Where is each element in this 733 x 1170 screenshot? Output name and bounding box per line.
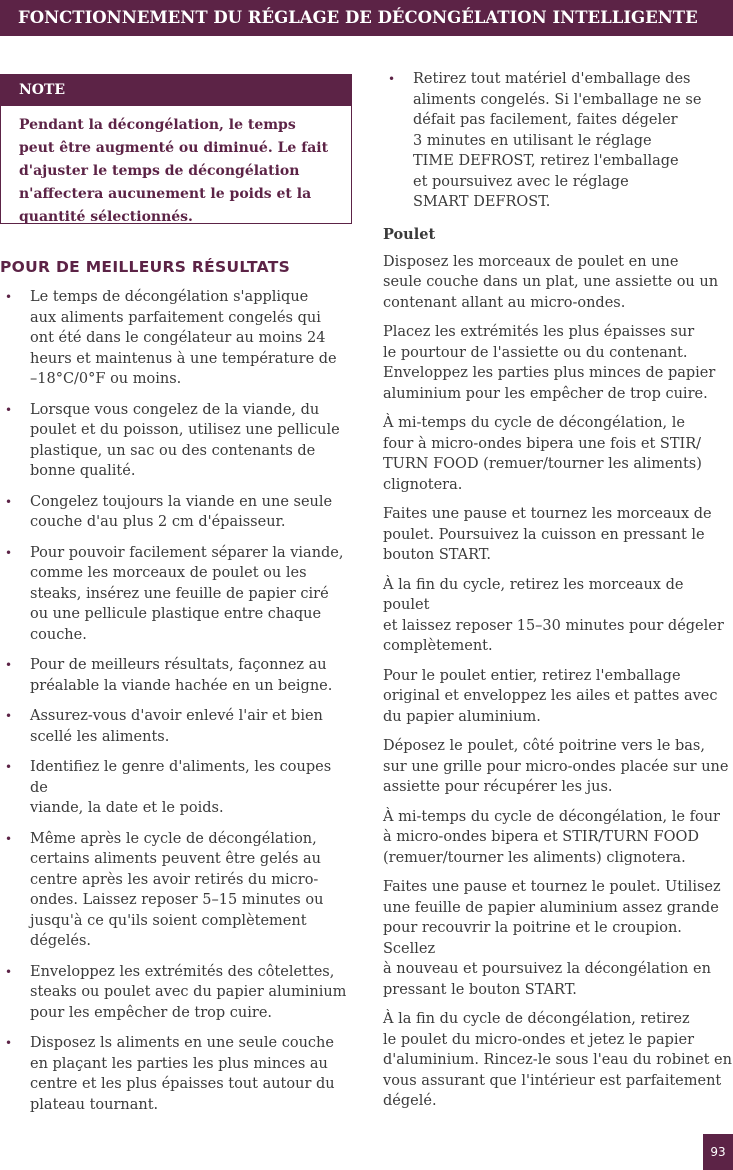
paragraph <box>383 252 733 314</box>
paragraph-line: Déposez le poulet, côté poitrine vers le bas, <box>383 738 705 754</box>
results-title: POUR DE MEILLEURS RÉSULTATS <box>0 258 291 276</box>
list-item-line: Enveloppez les extrémités des côtelettes, <box>30 963 335 980</box>
list-item-line: Congelez toujours la viande en une seule <box>30 493 333 510</box>
paragraph-line: pour recouvrir la poitrine et le croupion. Scellez <box>383 920 682 957</box>
list-item-line: couche. <box>30 626 87 643</box>
list-item <box>0 706 352 747</box>
page-title: FONCTIONNEMENT DU RÉGLAGE DE DÉCONGÉLATION INTELLIGENTE <box>18 8 698 27</box>
list-item-text <box>413 71 701 210</box>
list-item-line: centre après les avoir retirés du micro- <box>30 871 319 888</box>
list-item-text <box>30 831 323 950</box>
list-item-line: SMART DEFROST. <box>413 194 551 210</box>
list-item-line: Identifiez le genre d'aliments, les coupes de <box>30 759 332 796</box>
list-item-line: bonne qualité. <box>30 463 136 479</box>
paragraph-line: Faites une pause et tournez le poulet. Utilisez <box>383 879 721 895</box>
paragraph-line: Enveloppez les parties plus minces de papier <box>383 365 716 381</box>
list-item <box>0 287 352 390</box>
paragraph-line: une feuille de papier aluminium assez grande <box>383 899 719 916</box>
list-item <box>0 962 352 1024</box>
note-line: peut être augmenté ou diminué. Le fait <box>19 140 329 156</box>
paragraph <box>383 666 733 728</box>
paragraph-line: dégelé. <box>383 1093 437 1109</box>
paragraph-line: à nouveau et poursuivez la décongélation en <box>383 961 711 977</box>
list-item-line: couche d'au plus 2 cm d'épaisseur. <box>30 514 286 530</box>
list-item-line: préalable la viande hachée en un beigne. <box>30 677 333 694</box>
list-item-line: jusqu'à ce qu'ils soient complètement <box>30 912 307 929</box>
list-item-line: 3 minutes en utilisant le réglage <box>413 132 652 149</box>
note-text <box>1 106 351 229</box>
list-item-line: et poursuivez avec le réglage <box>413 173 629 190</box>
list-item-line: dégelés. <box>30 933 91 949</box>
list-item-line: plateau tournant. <box>30 1096 159 1113</box>
note-line: quantité sélectionnés. <box>19 209 193 225</box>
paragraph-line: complètement. <box>383 638 493 654</box>
list-item-line: ou une pellicule plastique entre chaque <box>30 606 322 622</box>
list-item-line: aliments congelés. Si l'emballage ne se <box>413 91 702 108</box>
list-item <box>0 1033 352 1115</box>
list-item-text <box>30 494 332 531</box>
list-item-line: steaks ou poulet avec du papier aluminium <box>30 984 347 1000</box>
paragraph-line: Disposez les morceaux de poulet en une <box>383 253 679 270</box>
paragraph-line: et laissez reposer 15–30 minutes pour dégeler <box>383 617 724 634</box>
list-item-line: défait pas facilement, faites dégeler <box>413 112 678 128</box>
paragraph-line: d'aluminium. Rincez-le sous l'eau du robinet en <box>383 1052 732 1068</box>
paragraph-line: clignotera. <box>383 476 463 493</box>
list-item-text <box>30 1035 335 1113</box>
list-item <box>0 757 352 819</box>
poulet-paragraphs <box>383 252 733 1112</box>
list-item-text <box>30 708 323 745</box>
list-item <box>0 492 352 533</box>
list-item-line: Lorsque vous congelez de la viande, du <box>30 401 320 418</box>
bullet-icon: • <box>5 658 13 672</box>
list-item-text <box>30 545 344 643</box>
paragraph-line: (remuer/tourner les aliments) clignotera. <box>383 849 686 866</box>
list-item-line: scellé les aliments. <box>30 728 170 745</box>
bullet-icon: • <box>5 1036 13 1050</box>
paragraph-line: À mi-temps du cycle de décongélation, le four <box>383 808 720 825</box>
bullet-icon: • <box>5 709 13 723</box>
paragraph <box>383 736 733 798</box>
list-item-line: certains aliments peuvent être gelés au <box>30 851 321 867</box>
list-item-line: Le temps de décongélation s'applique <box>30 289 309 305</box>
paragraph <box>383 1009 733 1112</box>
paragraph-line: du papier aluminium. <box>383 708 541 725</box>
paragraph <box>383 322 733 404</box>
bullet-icon: • <box>5 545 13 560</box>
bullet-icon: • <box>5 831 13 846</box>
right-column <box>383 69 733 1121</box>
bullet-icon: • <box>388 72 396 86</box>
paragraph-line: Faites une pause et tournez les morceaux de <box>383 506 712 522</box>
list-item-line: aux aliments parfaitement congelés qui <box>30 309 321 326</box>
note-line: Pendant la décongélation, le temps <box>19 117 296 133</box>
results-list <box>0 287 352 1115</box>
page-header-banner <box>0 0 733 36</box>
list-item-line: –18°C/0°F ou moins. <box>30 371 182 387</box>
list-item-line: comme les morceaux de poulet ou les <box>30 565 307 581</box>
list-item-line: centre et les plus épaisses tout autour du <box>30 1076 335 1092</box>
paragraph-line: Pour le poulet entier, retirez l'emballage <box>383 667 681 684</box>
list-item-line: pour les empêcher de trop cuire. <box>30 1004 273 1021</box>
paragraph <box>383 504 733 566</box>
paragraph-line: à micro-ondes bipera et STIR/TURN FOOD <box>383 829 699 845</box>
paragraph-line: Placez les extrémités les plus épaisses sur <box>383 324 695 340</box>
paragraph-line: original et enveloppez les ailes et pattes avec <box>383 688 718 704</box>
paragraph-line: vous assurant que l'intérieur est parfaitement <box>383 1072 722 1089</box>
list-item-line: Disposez ls aliments en une seule couche <box>30 1035 334 1051</box>
list-item-line: Retirez tout matériel d'emballage des <box>413 71 691 87</box>
paragraph-line: four à micro-ondes bipera une fois et STIR/ <box>383 435 702 452</box>
paragraph <box>383 575 733 657</box>
list-item-text <box>30 657 332 694</box>
list-item-text <box>30 402 340 480</box>
note-box <box>0 74 352 224</box>
list-item <box>0 829 352 952</box>
list-item <box>0 400 352 482</box>
paragraph-line: le poulet du micro-ondes et jetez le papier <box>383 1031 695 1048</box>
paragraph-line: le pourtour de l'assiette ou du contenant. <box>383 344 688 361</box>
list-item-line: ont été dans le congélateur au moins 24 <box>30 330 326 346</box>
paragraph-line: TURN FOOD (remuer/tourner les aliments) <box>383 456 702 472</box>
paragraph-line: seule couche dans un plat, une assiette ou un <box>383 274 719 290</box>
list-item-line: en plaçant les parties les plus minces au <box>30 1055 328 1072</box>
list-item <box>0 655 352 696</box>
list-item-line: steaks, insérez une feuille de papier ciré <box>30 585 329 602</box>
note-line: d'ajuster le temps de décongélation <box>19 163 300 179</box>
list-item-line: Même après le cycle de décongélation, <box>30 830 317 847</box>
paragraph-line: contenant allant au micro-ondes. <box>383 294 626 311</box>
list-item-text <box>30 289 337 387</box>
list-item-text <box>30 759 331 816</box>
paragraph-line: aluminium pour les empêcher de trop cuire. <box>383 385 708 402</box>
paragraph-line: À la fin du cycle de décongélation, retirez <box>383 1011 690 1027</box>
bullet-icon: • <box>5 760 13 774</box>
list-item-line: viande, la date et le poids. <box>30 800 224 816</box>
paragraph-line: poulet. Poursuivez la cuisson en pressant le <box>383 526 705 543</box>
list-item-text <box>30 964 346 1021</box>
paragraph-line: bouton START. <box>383 547 491 563</box>
left-column <box>0 258 352 1125</box>
list-item <box>0 543 352 646</box>
paragraph-line: À la fin du cycle, retirez les morceaux de poulet <box>383 576 684 613</box>
poulet-subheading: Poulet <box>383 225 436 243</box>
note-line: n'affectera aucunement le poids et la <box>19 186 312 202</box>
right-bullet-list <box>383 69 733 213</box>
bullet-icon: • <box>5 494 13 509</box>
list-item <box>383 69 733 213</box>
bullet-icon: • <box>5 290 13 304</box>
note-label: NOTE <box>1 75 351 106</box>
bullet-icon: • <box>5 402 13 417</box>
bullet-icon: • <box>5 964 13 979</box>
paragraph-line: sur une grille pour micro-ondes placée sur une <box>383 758 729 775</box>
list-item-line: Assurez-vous d'avoir enlevé l'air et bien <box>30 708 323 724</box>
list-item-line: ondes. Laissez reposer 5–15 minutes ou <box>30 892 324 908</box>
list-item-line: poulet et du poisson, utilisez une pellicule <box>30 422 340 438</box>
list-item-line: Pour pouvoir facilement séparer la viande, <box>30 544 344 561</box>
paragraph-line: À mi-temps du cycle de décongélation, le <box>383 415 685 431</box>
list-item-line: Pour de meilleurs résultats, façonnez au <box>30 657 327 673</box>
list-item-line: TIME DEFROST, retirez l'emballage <box>413 153 679 169</box>
paragraph <box>383 413 733 495</box>
paragraph <box>383 877 733 1000</box>
paragraph-line: assiette pour récupérer les jus. <box>383 779 613 795</box>
list-item-line: heurs et maintenus à une température de <box>30 350 337 367</box>
paragraph <box>383 807 733 869</box>
paragraph-line: pressant le bouton START. <box>383 981 577 998</box>
list-item-line: plastique, un sac ou des contenants de <box>30 442 316 459</box>
page-number: 93 <box>703 1134 733 1170</box>
